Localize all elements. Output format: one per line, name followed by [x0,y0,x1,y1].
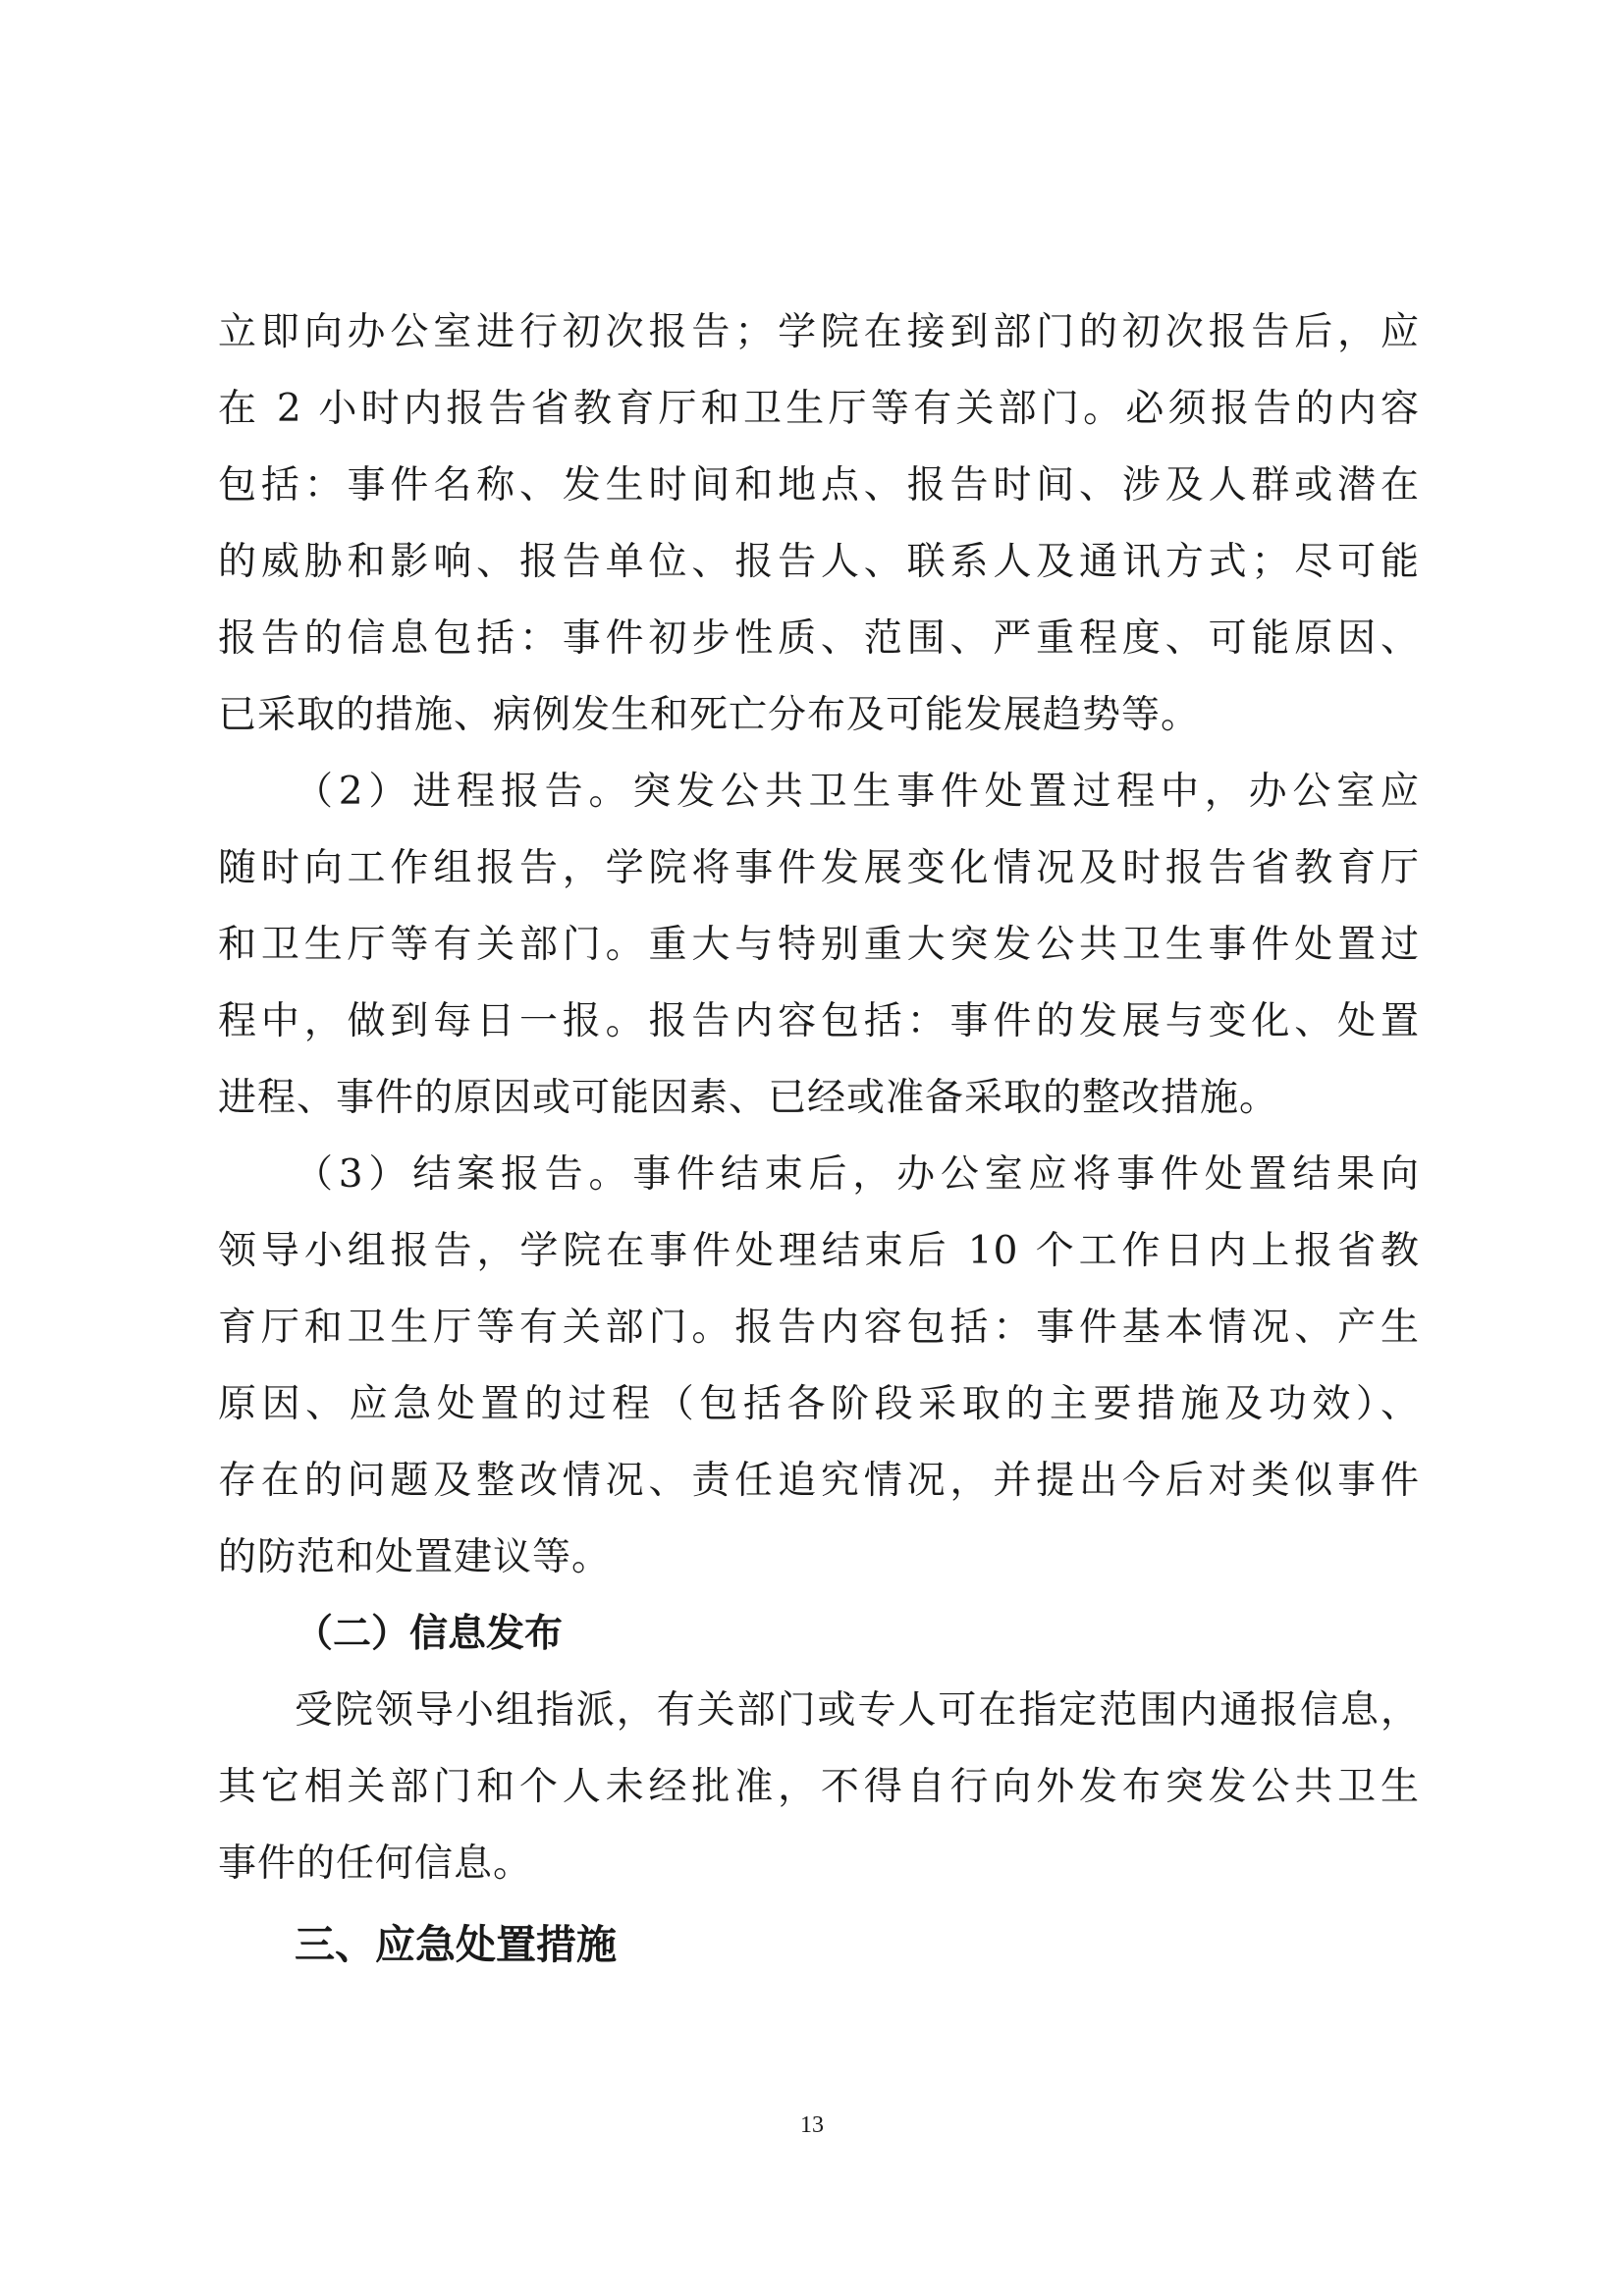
paragraph-line: 育厅和卫生厅等有关部门。报告内容包括：事件基本情况、产生 [218,1306,1420,1350]
paragraph-line: 其它相关部门和个人未经批准，不得自行向外发布突发公共卫生 [218,1765,1420,1809]
paragraph-line: （2）进程报告。突发公共卫生事件处置过程中，办公室应 [295,770,1420,814]
paragraph-line: 程中，做到每日一报。报告内容包括：事件的发展与变化、处置 [218,999,1420,1043]
paragraph-line: 在 2 小时内报告省教育厅和卫生厅等有关部门。必须报告的内容 [218,387,1420,431]
paragraph-line: 领导小组报告，学院在事件处理结束后 10 个工作日内上报省教 [218,1229,1420,1273]
paragraph-line: 包括：事件名称、发生时间和地点、报告时间、涉及人群或潜在 [218,463,1420,507]
paragraph-line: 进程、事件的原因或可能因素、已经或准备采取的整改措施。 [218,1076,1279,1120]
paragraph-line: 存在的问题及整改情况、责任追究情况，并提出今后对类似事件 [218,1459,1420,1503]
paragraph-line: 的防范和处置建议等。 [218,1535,612,1579]
paragraph-line: 原因、应急处置的过程（包括各阶段采取的主要措施及功效）、 [218,1382,1420,1426]
subsection-heading: （二）信息发布 [295,1612,564,1656]
paragraph-line: 随时向工作组报告，学院将事件发展变化情况及时报告省教育厅 [218,846,1420,890]
section-title: 三、应急处置措施 [295,1921,617,1968]
paragraph-line: 立即向办公室进行初次报告；学院在接到部门的初次报告后，应 [218,310,1420,354]
paragraph-line: 受院领导小组指派，有关部门或专人可在指定范围内通报信息， [295,1688,1420,1733]
page-number: 13 [800,2112,824,2138]
paragraph-line: 报告的信息包括：事件初步性质、范围、严重程度、可能原因、 [218,616,1420,661]
paragraph-line: 已采取的措施、病例发生和死亡分布及可能发展趋势等。 [218,693,1201,737]
paragraph-line: 事件的任何信息。 [218,1842,533,1886]
paragraph-line: 的威胁和影响、报告单位、报告人、联系人及通讯方式；尽可能 [218,540,1420,584]
paragraph-line: （3）结案报告。事件结束后，办公室应将事件处置结果向 [295,1152,1420,1197]
paragraph-line: 和卫生厅等有关部门。重大与特别重大突发公共卫生事件处置过 [218,923,1420,967]
